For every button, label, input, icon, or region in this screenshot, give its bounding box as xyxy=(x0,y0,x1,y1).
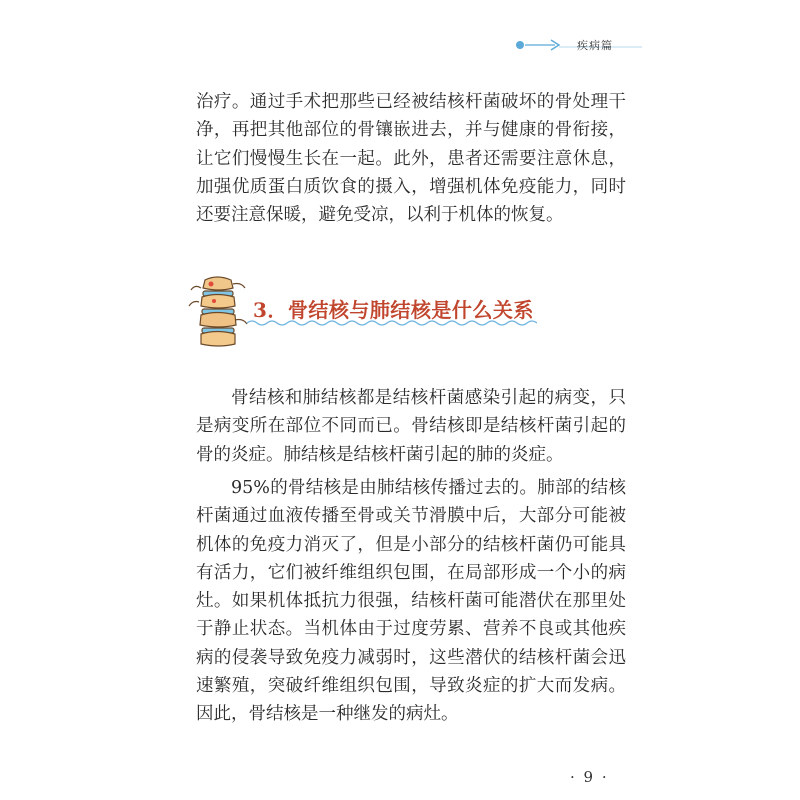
paragraph-detail: 95%的骨结核是由肺结核传播过去的。肺部的结核杆菌通过血液传播至骨或关节滑膜中后，大部分可能被机体的免疫力消灭了，但是小部分的结核杆菌仍可能具有活力，它们被纤维组织包围，在局部形成一个小的病灶。如果机体抵抗力很强，结核杆菌可能潜伏在那里处于静止状态。当机体由于过度劳累、营养不良或其他疾病的侵袭导致免疫力减弱时，这些潜伏的结核杆菌会迅速繁殖，突破纤维组织包围，导致炎症的扩大而发病。因此，骨结核是一种继发的病灶。 xyxy=(196,478,626,725)
paragraph-continued: 治疗。通过手术把那些已经被结核杆菌破坏的骨处理干净，再把其他部位的骨镶嵌进去，并与健康的骨衔接，让它们慢慢生长在一起。此外，患者还需要注意休息，加强优质蛋白质饮食的摄入，增强机体免疫能力，同时还要注意保暖，避免受凉，以利于机体的恢复。 xyxy=(196,92,626,226)
section-heading xyxy=(187,272,537,352)
header-label: 疾病篇 xyxy=(577,39,613,52)
section-title: 3．骨结核与肺结核是什么关系 xyxy=(253,298,534,322)
paragraph-intro: 骨结核和肺结核都是结核杆菌感染引起的病变，只是病变所在部位不同而已。骨结核即是结核杆菌引起的骨的炎症。肺结核是结核杆菌引起的肺的炎症。 xyxy=(196,388,626,465)
page-number: · 9 · xyxy=(570,768,609,786)
running-header xyxy=(515,36,642,56)
spine-icon xyxy=(187,272,249,352)
